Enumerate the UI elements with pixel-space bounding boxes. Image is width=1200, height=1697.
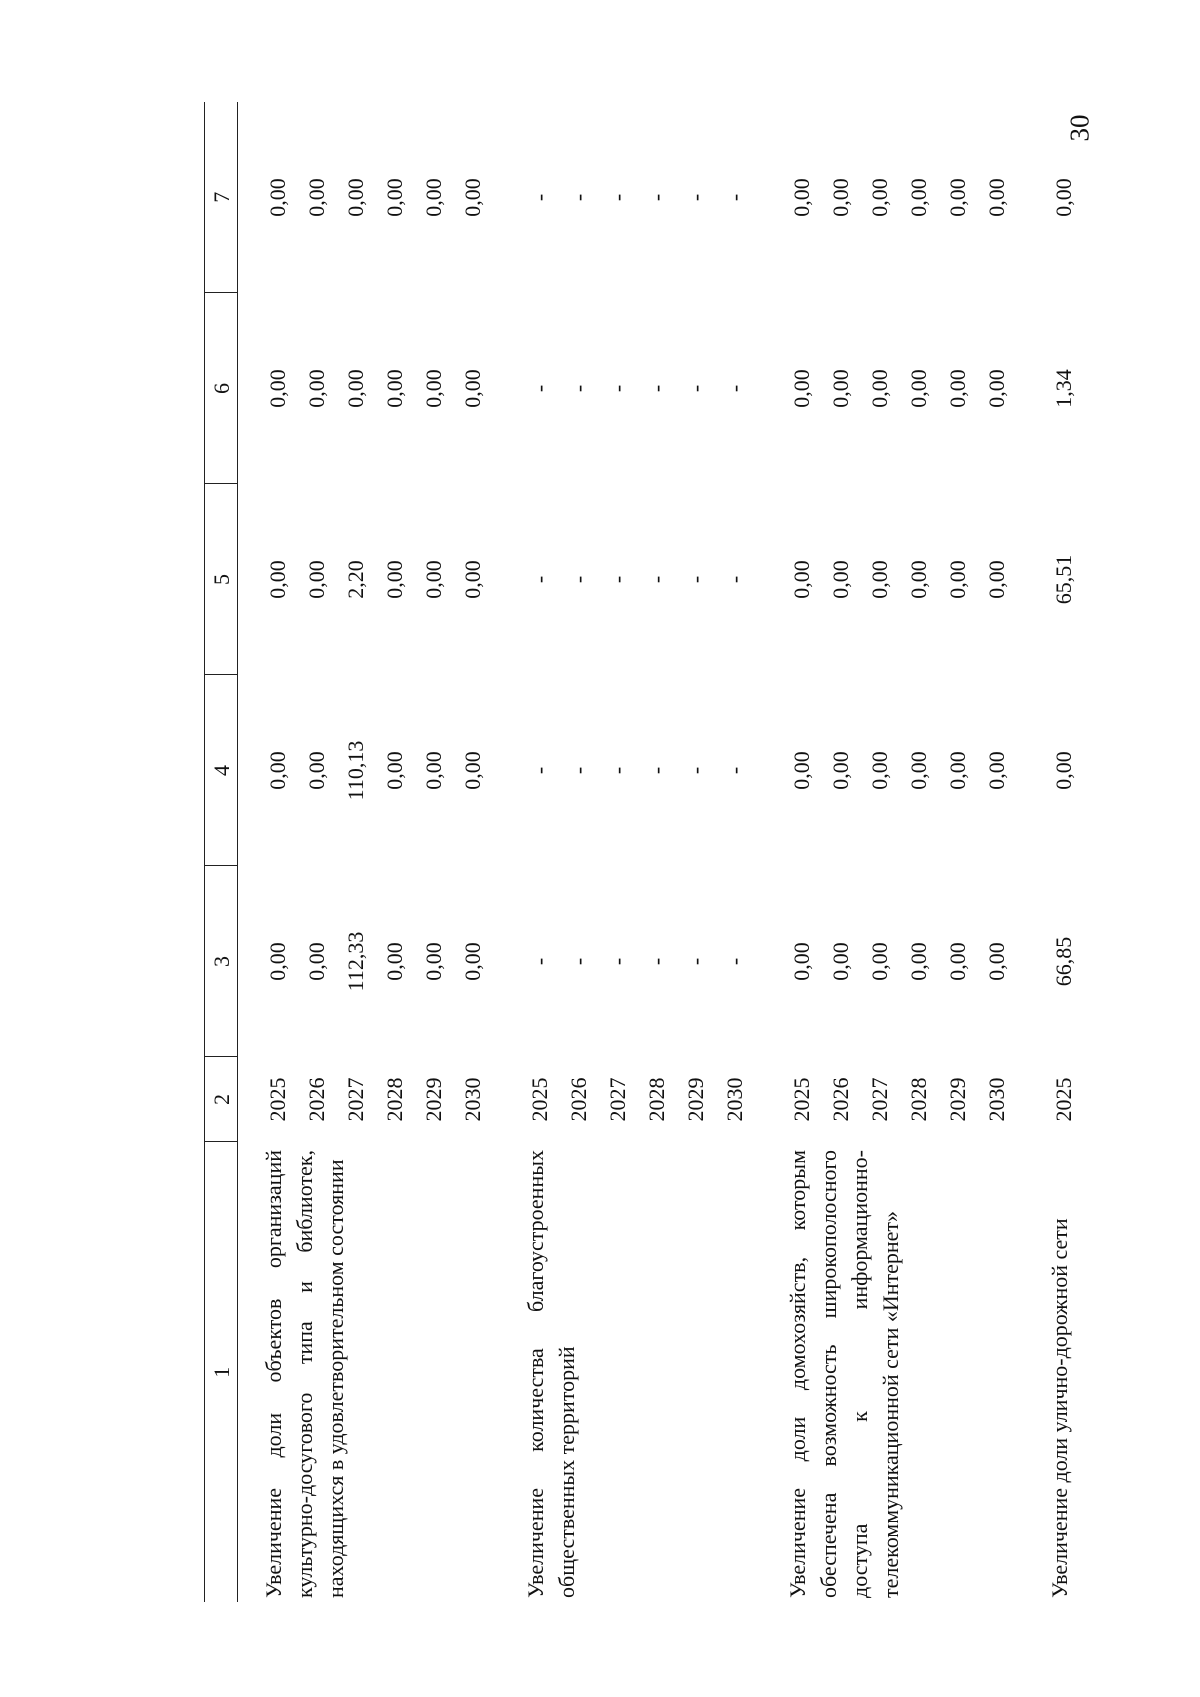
value-cell: - <box>722 384 747 393</box>
col7-cell-group <box>238 102 507 293</box>
value-cell: 0,00 <box>945 369 970 408</box>
value-cell: - <box>683 384 708 393</box>
value-cell: - <box>566 384 591 393</box>
value-cell: 0,00 <box>304 751 329 790</box>
year-cell: 2026 <box>304 1077 329 1122</box>
col5-cell-group <box>768 484 1030 675</box>
value-cell: - <box>644 575 669 584</box>
col4-cell-group <box>1030 675 1097 866</box>
col5-cell-group <box>1030 484 1097 675</box>
value-cell: 0,00 <box>382 751 407 790</box>
value-cell: 0,00 <box>984 942 1009 981</box>
value-cell: 0,00 <box>421 178 446 217</box>
value-cell: 0,00 <box>828 560 853 599</box>
value-cell: 0,00 <box>906 751 931 790</box>
value-cell: 0,00 <box>460 369 485 408</box>
col6-cell-group <box>1030 293 1097 484</box>
value-cell: 0,00 <box>460 942 485 981</box>
year-cell: 2025 <box>789 1077 814 1122</box>
value-cell: 0,00 <box>265 178 290 217</box>
value-cell: 0,00 <box>984 178 1009 217</box>
header-col-6: 6 <box>205 293 238 484</box>
value-cell: 0,00 <box>789 369 814 408</box>
value-cell: - <box>683 575 708 584</box>
col5-cell-group <box>238 484 507 675</box>
value-cell: - <box>527 193 552 202</box>
table-row <box>768 102 1030 1602</box>
value-cell: - <box>566 957 591 966</box>
col7-cell-group <box>1030 102 1097 293</box>
table-row <box>238 102 507 1602</box>
value-cell: - <box>605 766 630 775</box>
value-cell: 0,00 <box>789 751 814 790</box>
value-cell: 0,00 <box>945 560 970 599</box>
table-row <box>1030 102 1097 1602</box>
value-cell: 0,00 <box>789 178 814 217</box>
value-cell: 0,00 <box>460 560 485 599</box>
header-col-7: 7 <box>205 102 238 293</box>
value-cell: 2,20 <box>343 560 368 599</box>
year-cell: 2030 <box>460 1077 485 1122</box>
value-cell: 0,00 <box>382 369 407 408</box>
page-number: 30 <box>1064 114 1095 142</box>
rotated-table-container <box>204 102 1076 1602</box>
value-cell: 0,00 <box>382 942 407 981</box>
value-cell: 0,00 <box>906 178 931 217</box>
value-cell: 0,00 <box>906 942 931 981</box>
table-row <box>506 102 768 1602</box>
value-cell: - <box>605 384 630 393</box>
value-cell: 0,00 <box>945 751 970 790</box>
value-cell: 0,00 <box>984 751 1009 790</box>
value-cell: - <box>566 575 591 584</box>
year-cell-group <box>768 1057 1030 1142</box>
indicator-description: Увеличение доли объектов организаций культурно-досугового типа и библиотек, находящихся в удовлетворительном состоянии <box>261 1150 348 1598</box>
value-cell: 0,00 <box>304 942 329 981</box>
value-cell: 0,00 <box>945 942 970 981</box>
value-cell: 0,00 <box>945 178 970 217</box>
value-cell: 0,00 <box>265 942 290 981</box>
value-cell: - <box>527 384 552 393</box>
value-cell: 0,00 <box>828 942 853 981</box>
year-cell: 2027 <box>867 1077 892 1122</box>
value-cell: 0,00 <box>1051 751 1076 790</box>
header-col-3: 3 <box>205 866 238 1057</box>
col6-cell-group <box>768 293 1030 484</box>
value-cell: - <box>683 957 708 966</box>
value-cell: - <box>527 957 552 966</box>
value-cell: 0,00 <box>304 369 329 408</box>
year-cell: 2025 <box>265 1077 290 1122</box>
value-cell: - <box>722 193 747 202</box>
year-cell-group <box>506 1057 768 1142</box>
value-cell: 1,34 <box>1051 369 1076 408</box>
indicator-description: Увеличение количества благоустроенных общественных территорий <box>523 1150 579 1598</box>
col3-cell-group <box>238 866 507 1057</box>
value-cell: 0,00 <box>867 751 892 790</box>
value-cell: 0,00 <box>265 560 290 599</box>
indicator-description: Увеличение доли улично-дорожной сети <box>1047 1218 1072 1598</box>
year-cell: 2025 <box>527 1077 552 1122</box>
value-cell: 0,00 <box>789 942 814 981</box>
value-cell: - <box>683 193 708 202</box>
col4-cell-group <box>506 675 768 866</box>
year-cell: 2029 <box>421 1077 446 1122</box>
value-cell: - <box>605 193 630 202</box>
value-cell: - <box>605 957 630 966</box>
col3-cell-group <box>1030 866 1097 1057</box>
value-cell: 0,00 <box>867 560 892 599</box>
value-cell: 66,85 <box>1051 936 1076 987</box>
table-header <box>205 102 238 1602</box>
year-cell: 2027 <box>343 1077 368 1122</box>
value-cell: - <box>722 575 747 584</box>
header-col-4: 4 <box>205 675 238 866</box>
value-cell: 0,00 <box>265 751 290 790</box>
value-cell: - <box>566 766 591 775</box>
col5-cell-group <box>506 484 768 675</box>
header-col-1: 1 <box>205 1142 238 1602</box>
value-cell: 0,00 <box>828 751 853 790</box>
value-cell: 0,00 <box>382 560 407 599</box>
value-cell: 112,33 <box>343 931 368 992</box>
year-cell: 2029 <box>945 1077 970 1122</box>
value-cell: 0,00 <box>421 560 446 599</box>
year-cell: 2029 <box>683 1077 708 1122</box>
col4-cell-group <box>238 675 507 866</box>
value-cell: 0,00 <box>304 178 329 217</box>
value-cell: 0,00 <box>343 369 368 408</box>
year-cell-group <box>238 1057 507 1142</box>
value-cell: 0,00 <box>906 369 931 408</box>
value-cell: 0,00 <box>828 178 853 217</box>
col7-cell-group <box>768 102 1030 293</box>
indicator-description: Увеличение доли домохозяйств, которым обеспечена возможность широкополосного доступа к информационно-телекоммуникационной сети «Интернет» <box>785 1150 903 1598</box>
year-cell: 2028 <box>644 1077 669 1122</box>
value-cell: 0,00 <box>304 560 329 599</box>
value-cell: 0,00 <box>984 369 1009 408</box>
value-cell: 0,00 <box>867 178 892 217</box>
year-cell: 2026 <box>566 1077 591 1122</box>
value-cell: 0,00 <box>460 178 485 217</box>
value-cell: 0,00 <box>789 560 814 599</box>
year-cell: 2030 <box>722 1077 747 1122</box>
value-cell: - <box>722 766 747 775</box>
value-cell: - <box>644 193 669 202</box>
value-cell: 0,00 <box>382 178 407 217</box>
col6-cell-group <box>506 293 768 484</box>
col3-cell-group <box>768 866 1030 1057</box>
value-cell: 0,00 <box>265 369 290 408</box>
value-cell: 0,00 <box>343 178 368 217</box>
table-body <box>238 102 1098 1602</box>
year-cell: 2030 <box>984 1077 1009 1122</box>
value-cell: 0,00 <box>460 751 485 790</box>
year-cell: 2025 <box>1051 1077 1076 1122</box>
value-cell: 0,00 <box>1051 178 1076 217</box>
year-cell: 2028 <box>906 1077 931 1122</box>
year-cell-group <box>1030 1057 1097 1142</box>
year-cell: 2027 <box>605 1077 630 1122</box>
col7-cell-group <box>506 102 768 293</box>
year-cell: 2026 <box>828 1077 853 1122</box>
value-cell: 0,00 <box>867 942 892 981</box>
financing-table <box>204 102 1097 1602</box>
col6-cell-group <box>238 293 507 484</box>
value-cell: 0,00 <box>984 560 1009 599</box>
value-cell: - <box>644 766 669 775</box>
value-cell: 0,00 <box>906 560 931 599</box>
value-cell: - <box>566 193 591 202</box>
value-cell: 0,00 <box>421 751 446 790</box>
year-cell: 2028 <box>382 1077 407 1122</box>
value-cell: 0,00 <box>867 369 892 408</box>
value-cell: - <box>722 957 747 966</box>
value-cell: - <box>527 766 552 775</box>
header-col-5: 5 <box>205 484 238 675</box>
value-cell: - <box>527 575 552 584</box>
header-col-2: 2 <box>205 1057 238 1142</box>
col3-cell-group <box>506 866 768 1057</box>
value-cell: 0,00 <box>828 369 853 408</box>
value-cell: 110,13 <box>343 740 368 801</box>
col4-cell-group <box>768 675 1030 866</box>
value-cell: 0,00 <box>421 369 446 408</box>
value-cell: - <box>605 575 630 584</box>
value-cell: - <box>644 384 669 393</box>
value-cell: - <box>683 766 708 775</box>
value-cell: - <box>644 957 669 966</box>
value-cell: 65,51 <box>1051 554 1076 605</box>
value-cell: 0,00 <box>421 942 446 981</box>
